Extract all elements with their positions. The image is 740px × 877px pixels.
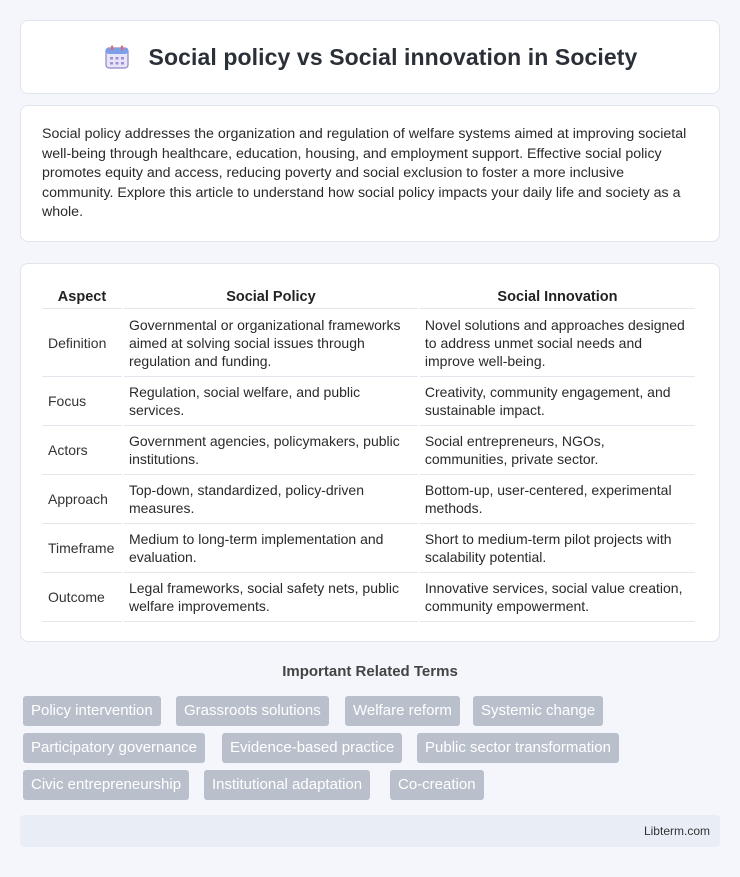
intro-card bbox=[20, 105, 720, 242]
row-aspect: Actors bbox=[42, 426, 122, 475]
tag-co-creation[interactable]: Co-creation bbox=[390, 770, 484, 800]
column-header-aspect: Aspect bbox=[42, 284, 122, 309]
tag-grassroots-solutions[interactable]: Grassroots solutions bbox=[176, 696, 329, 726]
calendar-icon bbox=[103, 43, 131, 71]
row-aspect: Focus bbox=[42, 377, 122, 426]
row-social-innovation: Innovative services, social value creation, community empowerment. bbox=[420, 573, 695, 622]
tag-institutional-adaptation[interactable]: Institutional adaptation bbox=[204, 770, 370, 800]
footer-site-link[interactable]: Libterm.com bbox=[643, 824, 710, 838]
row-social-innovation: Novel solutions and approaches designed to address unmet social needs and improve well-being. bbox=[420, 309, 695, 377]
table-row bbox=[42, 524, 695, 573]
row-social-policy: Medium to long-term implementation and evaluation. bbox=[124, 524, 418, 573]
table-row bbox=[42, 475, 695, 524]
comparison-table-card bbox=[20, 263, 720, 642]
row-social-innovation: Short to medium-term pilot projects with scalability potential. bbox=[420, 524, 695, 573]
related-terms-title: Important Related Terms bbox=[282, 663, 458, 680]
intro-paragraph: Social policy addresses the organization and regulation of welfare systems aimed at improving societal well-being through healthcare, education, housing, and employment support. Effective social policy promotes equity and access, reducing poverty and social exclusion to foster a more inclusive community. Explore this article to understand how social policy impacts your daily life and society as a whole. bbox=[42, 126, 687, 220]
table-row bbox=[42, 309, 695, 377]
tag-public-sector-transformation[interactable]: Public sector transformation bbox=[417, 733, 619, 763]
row-social-innovation: Bottom-up, user-centered, experimental methods. bbox=[420, 475, 695, 524]
row-social-policy: Government agencies, policymakers, public institutions. bbox=[124, 426, 418, 475]
row-social-policy: Governmental or organizational frameworks aimed at solving social issues through regulation and funding. bbox=[124, 309, 418, 377]
row-social-policy: Regulation, social welfare, and public services. bbox=[124, 377, 418, 426]
comparison-table bbox=[40, 284, 697, 622]
tag-civic-entrepreneurship[interactable]: Civic entrepreneurship bbox=[23, 770, 189, 800]
table-row bbox=[42, 377, 695, 426]
row-social-policy: Legal frameworks, social safety nets, public welfare improvements. bbox=[124, 573, 418, 622]
tag-welfare-reform[interactable]: Welfare reform bbox=[345, 696, 460, 726]
tag-policy-intervention[interactable]: Policy intervention bbox=[23, 696, 161, 726]
column-header-social-innovation: Social Innovation bbox=[420, 284, 695, 309]
row-aspect: Outcome bbox=[42, 573, 122, 622]
row-aspect: Definition bbox=[42, 309, 122, 377]
table-row bbox=[42, 426, 695, 475]
tag-participatory-governance[interactable]: Participatory governance bbox=[23, 733, 205, 763]
footer bbox=[20, 815, 720, 847]
row-social-policy: Top-down, standardized, policy-driven measures. bbox=[124, 475, 418, 524]
title-card bbox=[20, 20, 720, 94]
row-aspect: Timeframe bbox=[42, 524, 122, 573]
column-header-social-policy: Social Policy bbox=[124, 284, 418, 309]
row-social-innovation: Creativity, community engagement, and sustainable impact. bbox=[420, 377, 695, 426]
tag-systemic-change[interactable]: Systemic change bbox=[473, 696, 603, 726]
table-row bbox=[42, 573, 695, 622]
row-aspect: Approach bbox=[42, 475, 122, 524]
tag-evidence-based-practice[interactable]: Evidence-based practice bbox=[222, 733, 402, 763]
table-header-row bbox=[42, 284, 695, 309]
page-title: Social policy vs Social innovation in Society bbox=[148, 43, 638, 70]
row-social-innovation: Social entrepreneurs, NGOs, communities, private sector. bbox=[420, 426, 695, 475]
